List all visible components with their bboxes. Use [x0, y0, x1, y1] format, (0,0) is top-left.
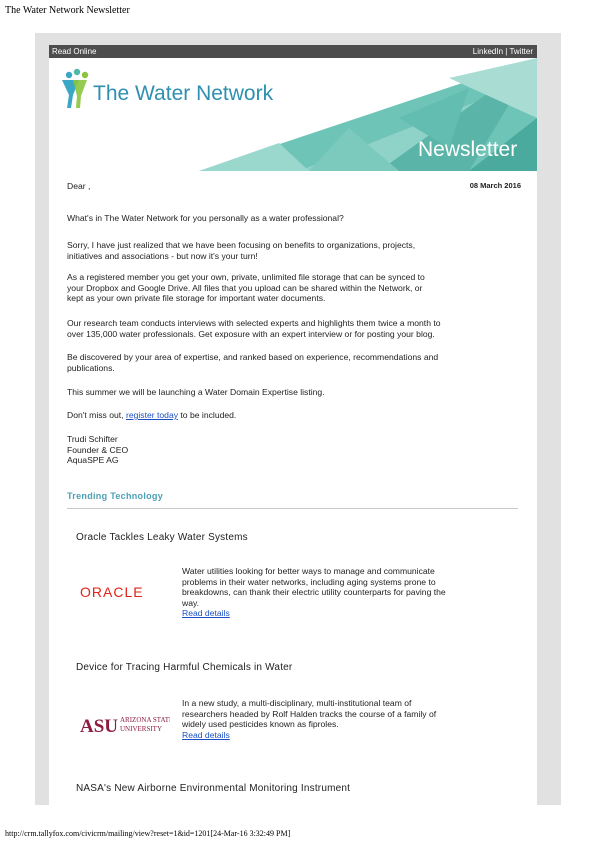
svg-text:ASU: ASU: [80, 716, 119, 736]
article-summary-asu: [182, 698, 512, 740]
paragraph-3-line-1: As a registered member you get your own, private, unlimited file storage that can be synced to: [67, 272, 425, 282]
banner-graphic: [49, 58, 537, 171]
signature-name: Trudi Schifter: [67, 434, 118, 444]
paragraph-3-line-2: your Dropbox and Google Drive. All files that you upload can be shared within the Network, or: [67, 282, 423, 293]
social-separator: |: [505, 47, 508, 56]
paragraph-2-line-2: initiatives and associations - but now it's your turn!: [67, 250, 258, 261]
asu-summary-line-2: researchers headed by Rolf Halden tracks the course of a family of: [182, 708, 437, 719]
document-title: The Water Network Newsletter: [5, 5, 130, 16]
paragraph-7-before: Don't miss out,: [67, 410, 126, 420]
oracle-summary-line-3: breakdowns, can thank their electric utility counterparts for paving the: [182, 587, 446, 597]
paragraph-2: [67, 240, 522, 261]
paragraph-4-line-1: Our research team conducts interviews with selected experts and highlights them twice a month to: [67, 318, 441, 328]
read-details-link-oracle[interactable]: Read details: [182, 608, 230, 618]
register-today-link[interactable]: register today: [125, 410, 179, 420]
asu-summary-line-1: In a new study, a multi-disciplinary, multi-institutional team of: [182, 698, 412, 708]
article-summary-oracle: [182, 566, 512, 619]
linkedin-link[interactable]: LinkedIn: [472, 47, 504, 56]
paragraph-4: [67, 318, 522, 339]
oracle-summary-line-2: problems in their water networks, including aging systems prone to: [182, 576, 436, 587]
svg-text:ORACLE: ORACLE: [80, 584, 144, 600]
signature: [67, 434, 522, 466]
oracle-logo: [80, 583, 170, 601]
brand-wordmark: The Water Network: [93, 82, 274, 105]
paragraph-6: This summer we will be launching a Water Domain Expertise listing.: [67, 387, 325, 397]
paragraph-5-line-1: Be discovered by your area of expertise, and ranked based on experience, recommendations and: [67, 352, 439, 362]
paragraph-2-line-1: Sorry, I have just realized that we have been focusing on benefits to organizations, projects,: [67, 240, 416, 250]
page-footer-url: http://crm.tallyfox.com/civicrm/mailing/view?reset=1&id=1201[24-Mar-16 3:32:49 PM]: [5, 829, 291, 838]
paragraph-5-line-2: publications.: [67, 362, 115, 373]
twitter-link[interactable]: Twitter: [509, 47, 533, 56]
social-links: [473, 45, 533, 58]
paragraph-7-after: to be included.: [178, 410, 237, 420]
article-title-nasa[interactable]: NASA's New Airborne Environmental Monitoring Instrument: [76, 783, 351, 794]
trending-heading: Trending Technology: [67, 491, 164, 501]
svg-text:UNIVERSITY: UNIVERSITY: [120, 725, 162, 733]
signature-company: AquaSPE AG: [67, 455, 119, 465]
paragraph-4-line-2: over 135,000 water professionals. Get exposure with an expert interview or for posting your blog.: [67, 328, 435, 339]
paragraph-7: [67, 410, 522, 421]
intro-paragraph: What's in The Water Network for you personally as a water professional?: [67, 213, 344, 223]
newsletter-date: 08 March 2016: [469, 181, 521, 190]
greeting: Dear ,: [67, 181, 91, 191]
paragraph-5: [67, 352, 522, 373]
header-banner: [49, 58, 537, 171]
article-title-oracle[interactable]: Oracle Tackles Leaky Water Systems: [76, 532, 248, 543]
read-details-link-asu[interactable]: Read details: [182, 729, 230, 740]
read-online-link[interactable]: Read Online: [52, 47, 97, 56]
section-divider: [67, 508, 518, 509]
asu-logo: [80, 712, 170, 736]
oracle-summary-line-1: Water utilities looking for better ways to manage and communicate: [182, 566, 435, 576]
asu-summary-line-3: widely used pesticides known as fiproles.: [182, 719, 339, 729]
water-network-logo-icon: [62, 69, 88, 108]
signature-title: Founder & CEO: [67, 444, 129, 455]
top-bar: [49, 45, 537, 58]
paragraph-3-line-3: kept as your own private file storage for important water documents.: [67, 293, 326, 303]
oracle-summary-line-4: way.: [182, 597, 200, 608]
article-title-asu[interactable]: Device for Tracing Harmful Chemicals in Water: [76, 662, 293, 673]
newsletter-label: Newsletter: [418, 138, 518, 161]
svg-text:ARIZONA STATE: ARIZONA STATE: [120, 716, 170, 724]
paragraph-3: [67, 272, 522, 304]
